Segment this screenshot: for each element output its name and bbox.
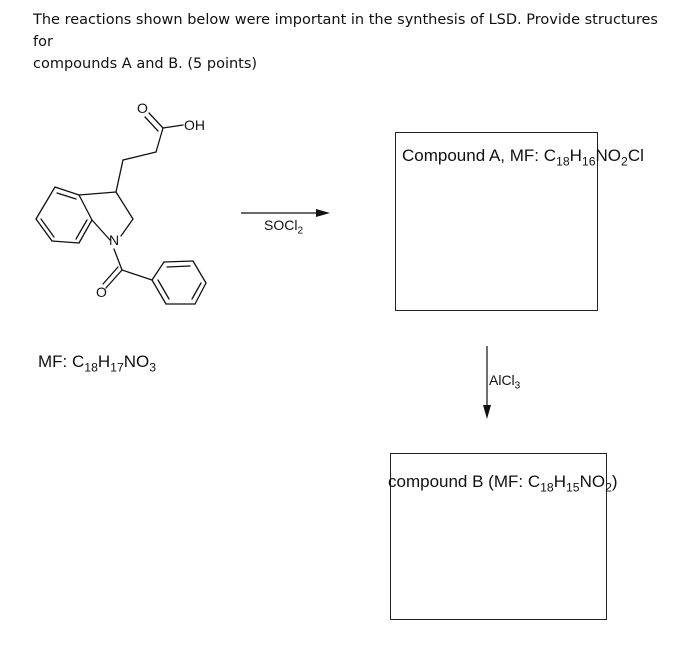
benzoyl-group: [103, 249, 152, 288]
atom-n: N: [109, 232, 120, 248]
indoline-five-ring: [79, 192, 133, 240]
question-line-1: The reactions shown below were important in the synthesis of LSD. Provide structures for: [33, 12, 658, 50]
reagent-socl2: SOCl$_2$: [264, 217, 304, 237]
reaction-arrow-1: [241, 209, 330, 217]
phenyl-ring: [152, 261, 206, 304]
compound-a-label: Compound A, MF: $C_{18}H_{16}NO_2Cl$: [402, 146, 644, 169]
indoline-benzene-ring: [36, 187, 92, 243]
acid-side-chain: [116, 113, 183, 192]
starting-material-formula: MF: $C_{18}H_{17}NO_3$: [38, 352, 157, 375]
reagent-alcl3: AlCl$_3$: [489, 372, 521, 392]
atom-o-amide: O: [96, 284, 107, 300]
question-line-2: compounds A and B. (5 points): [33, 56, 258, 72]
compound-b-label: compound B (MF: $C_{18}H_{15}NO_2$): [388, 472, 618, 495]
atom-o-carbonyl: O: [137, 100, 148, 116]
atom-oh: OH: [184, 117, 205, 133]
